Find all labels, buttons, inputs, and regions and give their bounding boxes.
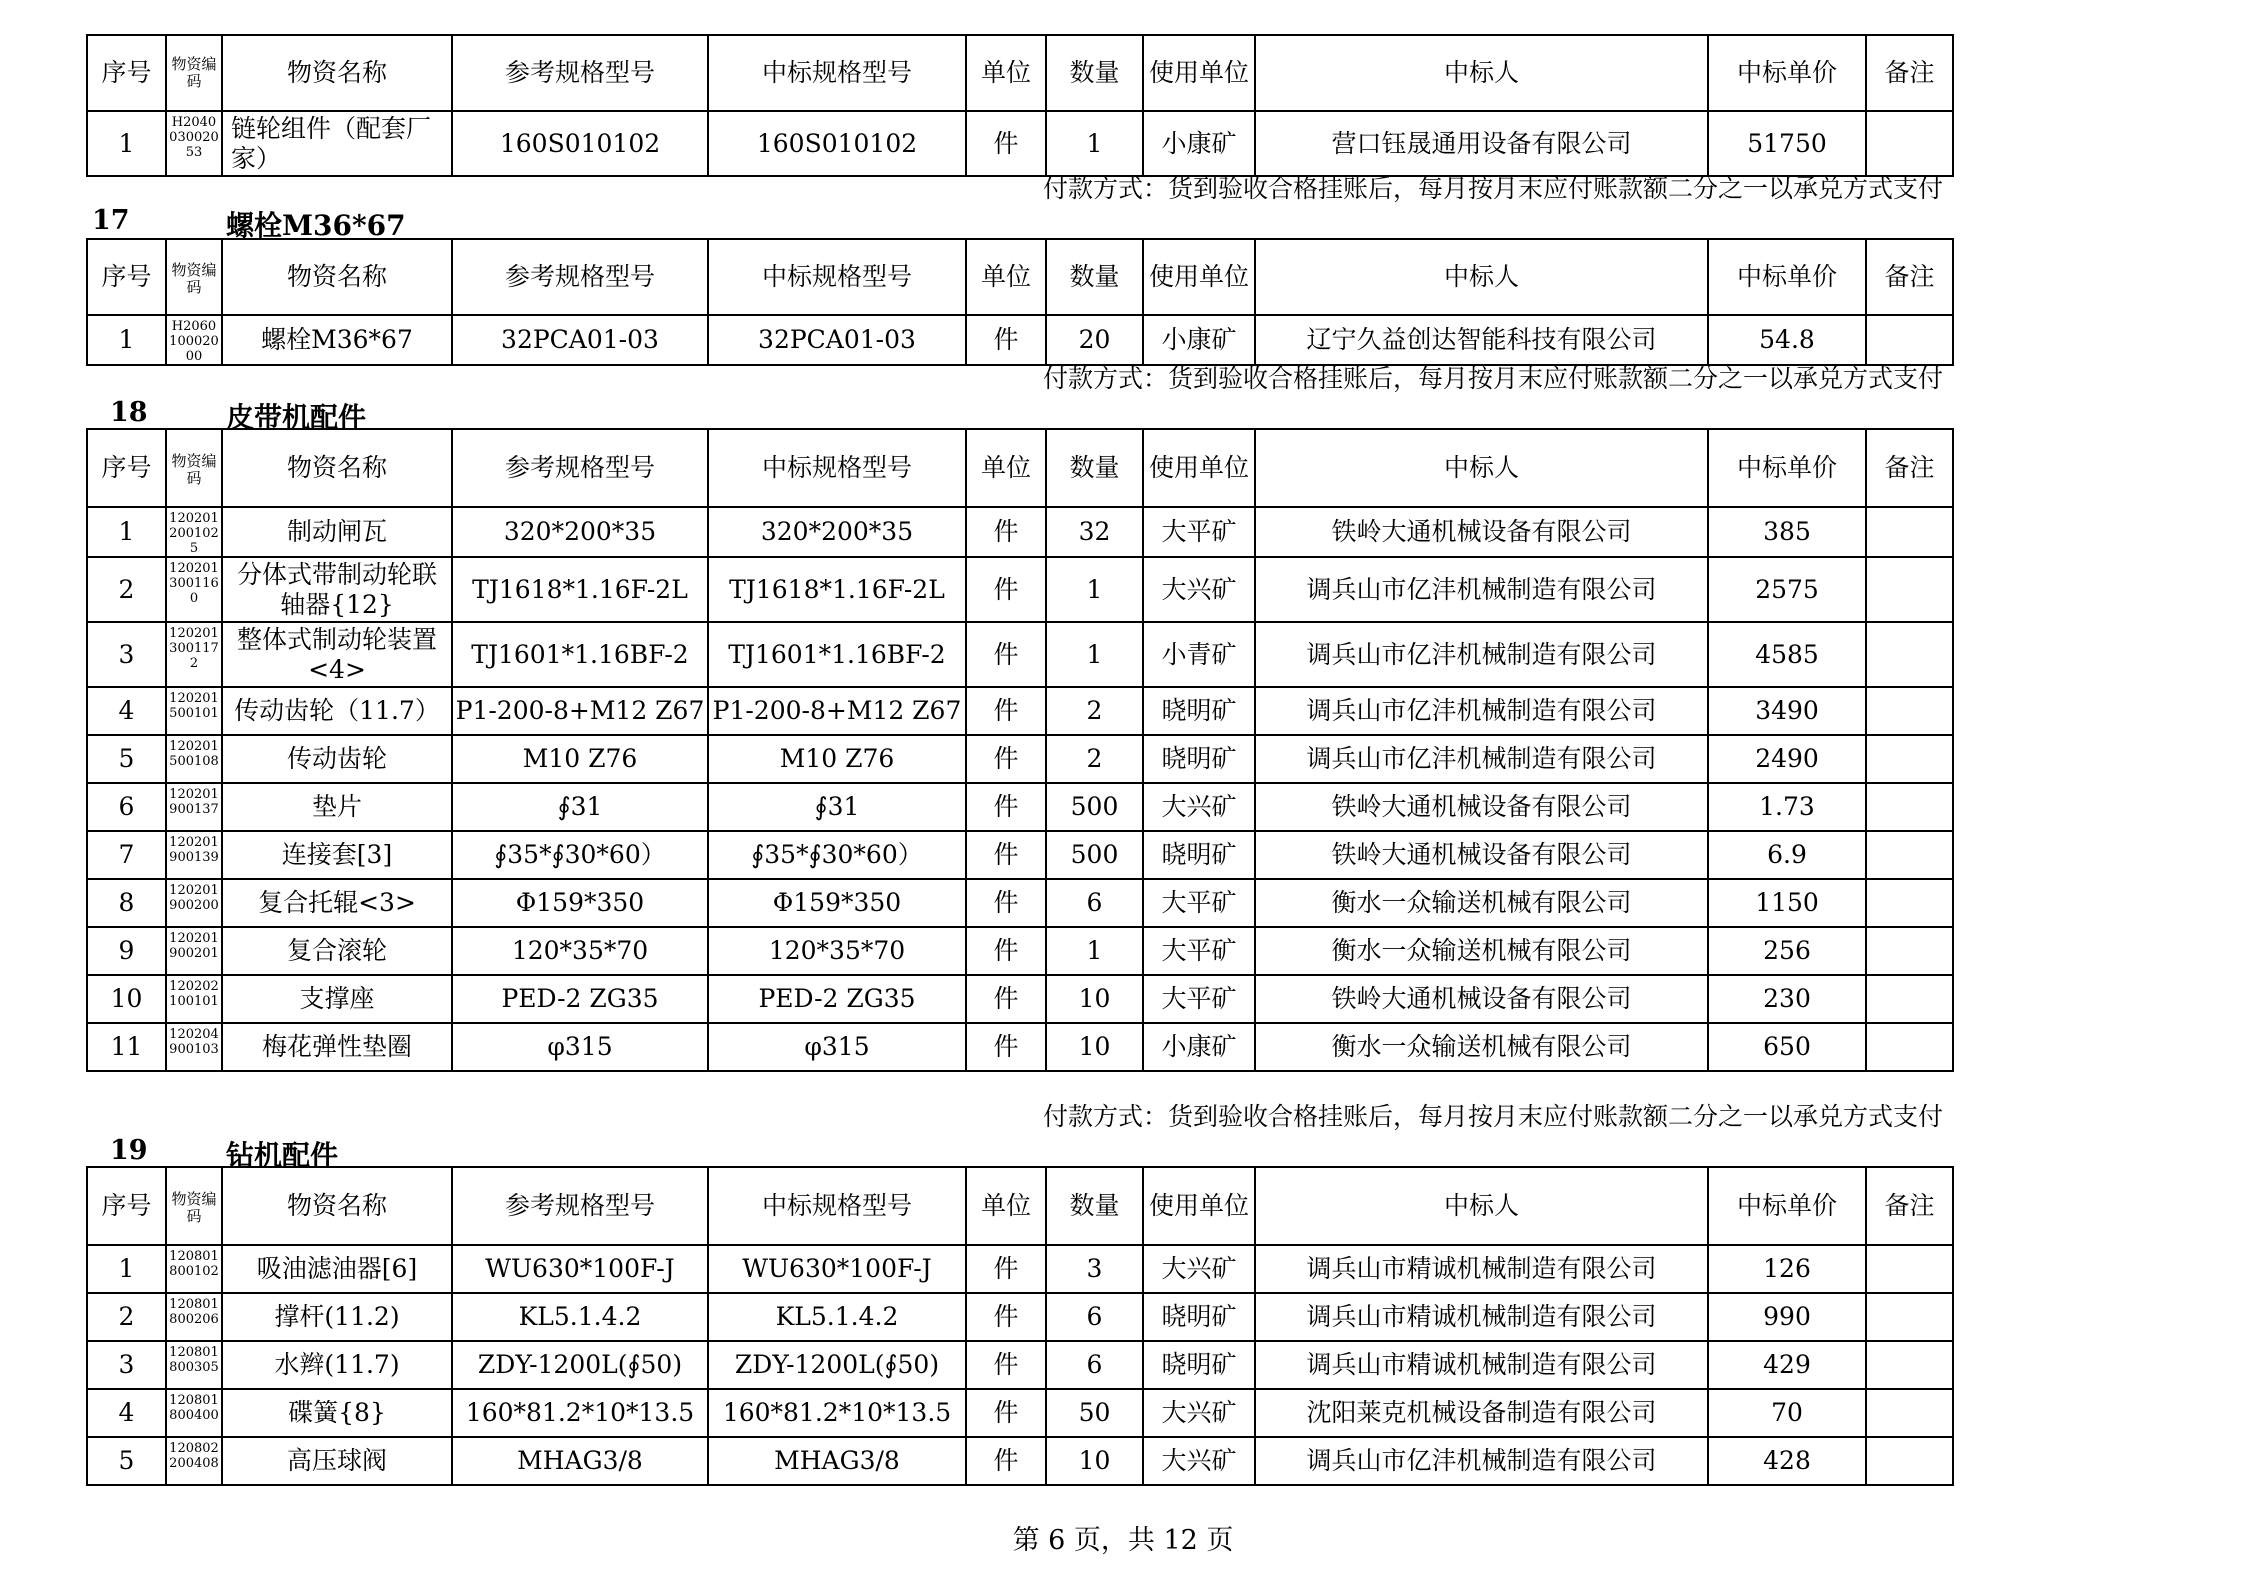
cell-winner: 铁岭大通机械设备有限公司 <box>1255 831 1708 879</box>
cell-seq: 10 <box>87 975 166 1023</box>
cell-note <box>1866 1023 1953 1071</box>
cell-bid-spec: ZDY-1200L(∮50) <box>708 1341 966 1389</box>
cell-name: 复合托辊<3> <box>222 879 452 927</box>
cell-note <box>1866 735 1953 783</box>
cell-name: 梅花弹性垫圈 <box>222 1023 452 1071</box>
cell-name: 分体式带制动轮联轴器{12} <box>222 557 452 622</box>
cell-qty: 10 <box>1046 1023 1143 1071</box>
cell-ref-spec: TJ1618*1.16F-2L <box>452 557 708 622</box>
header-cell-ref-spec: 参考规格型号 <box>452 1167 708 1245</box>
cell-ref-spec: 120*35*70 <box>452 927 708 975</box>
header-cell-code: 物资编码 <box>166 429 222 507</box>
table-row <box>87 315 1953 365</box>
cell-name: 吸油滤油器[6] <box>222 1245 452 1293</box>
cell-seq: 2 <box>87 557 166 622</box>
cell-seq: 5 <box>87 735 166 783</box>
header-cell-user: 使用单位 <box>1143 35 1255 111</box>
header-cell-seq: 序号 <box>87 429 166 507</box>
cell-qty: 2 <box>1046 735 1143 783</box>
cell-ref-spec: 160S010102 <box>452 111 708 176</box>
cell-ref-spec: KL5.1.4.2 <box>452 1293 708 1341</box>
cell-code: 120801800400 <box>166 1389 222 1437</box>
cell-note <box>1866 1341 1953 1389</box>
cell-user: 大平矿 <box>1143 879 1255 927</box>
cell-user: 大平矿 <box>1143 507 1255 557</box>
cell-price: 54.8 <box>1708 315 1866 365</box>
table-row <box>87 687 1953 735</box>
cell-note <box>1866 1437 1953 1485</box>
header-cell-bid-spec: 中标规格型号 <box>708 429 966 507</box>
cell-code: 120201500101 <box>166 687 222 735</box>
cell-seq: 3 <box>87 622 166 687</box>
header-cell-name: 物资名称 <box>222 429 452 507</box>
cell-bid-spec: TJ1618*1.16F-2L <box>708 557 966 622</box>
cell-winner: 调兵山市亿沣机械制造有限公司 <box>1255 735 1708 783</box>
cell-code: 120204900103 <box>166 1023 222 1071</box>
cell-seq: 1 <box>87 111 166 176</box>
cell-name: 碟簧{8} <box>222 1389 452 1437</box>
cell-ref-spec: ∮31 <box>452 783 708 831</box>
cell-code: 1202013001160 <box>166 557 222 622</box>
header-cell-price: 中标单价 <box>1708 1167 1866 1245</box>
header-cell-qty: 数量 <box>1046 429 1143 507</box>
payment-terms: 付款方式：货到验收合格挂账后，每月按月末应付账款额二分之一以承兑方式支付 <box>1043 1102 1944 1131</box>
cell-price: 6.9 <box>1708 831 1866 879</box>
cell-name: 链轮组件（配套厂家） <box>222 111 452 176</box>
cell-user: 晓明矿 <box>1143 687 1255 735</box>
cell-unit: 件 <box>966 1341 1046 1389</box>
cell-winner: 衡水一众输送机械有限公司 <box>1255 927 1708 975</box>
cell-seq: 6 <box>87 783 166 831</box>
table-row <box>87 111 1953 176</box>
header-cell-note: 备注 <box>1866 35 1953 111</box>
header-cell-code: 物资编码 <box>166 239 222 315</box>
cell-price: 51750 <box>1708 111 1866 176</box>
cell-price: 4585 <box>1708 622 1866 687</box>
header-cell-price: 中标单价 <box>1708 429 1866 507</box>
cell-seq: 1 <box>87 1245 166 1293</box>
cell-bid-spec: 120*35*70 <box>708 927 966 975</box>
cell-note <box>1866 315 1953 365</box>
header-cell-qty: 数量 <box>1046 35 1143 111</box>
cell-bid-spec: P1-200-8+M12 Z67 <box>708 687 966 735</box>
cell-unit: 件 <box>966 975 1046 1023</box>
table-row <box>87 622 1953 687</box>
page-footer: 第 6 页，共 12 页 <box>1012 1525 1234 1556</box>
cell-ref-spec: ∮35*∮30*60） <box>452 831 708 879</box>
cell-bid-spec: 160*81.2*10*13.5 <box>708 1389 966 1437</box>
cell-winner: 调兵山市亿沣机械制造有限公司 <box>1255 687 1708 735</box>
header-cell-unit: 单位 <box>966 429 1046 507</box>
cell-user: 大平矿 <box>1143 927 1255 975</box>
cell-unit: 件 <box>966 1437 1046 1485</box>
cell-note <box>1866 1293 1953 1341</box>
section-number: 17 <box>92 205 130 236</box>
cell-price: 256 <box>1708 927 1866 975</box>
table-header-row <box>87 239 1953 315</box>
cell-ref-spec: Φ159*350 <box>452 879 708 927</box>
cell-user: 大兴矿 <box>1143 1437 1255 1485</box>
cell-name: 螺栓M36*67 <box>222 315 452 365</box>
cell-winner: 调兵山市亿沣机械制造有限公司 <box>1255 557 1708 622</box>
header-cell-ref-spec: 参考规格型号 <box>452 239 708 315</box>
cell-qty: 2 <box>1046 687 1143 735</box>
section-number: 19 <box>110 1135 148 1166</box>
header-cell-seq: 序号 <box>87 35 166 111</box>
header-cell-user: 使用单位 <box>1143 239 1255 315</box>
cell-ref-spec: M10 Z76 <box>452 735 708 783</box>
table-row <box>87 1023 1953 1071</box>
cell-winner: 铁岭大通机械设备有限公司 <box>1255 975 1708 1023</box>
cell-user: 小康矿 <box>1143 315 1255 365</box>
header-cell-seq: 序号 <box>87 239 166 315</box>
cell-name: 高压球阀 <box>222 1437 452 1485</box>
cell-user: 小青矿 <box>1143 622 1255 687</box>
header-cell-bid-spec: 中标规格型号 <box>708 1167 966 1245</box>
cell-qty: 6 <box>1046 879 1143 927</box>
cell-ref-spec: TJ1601*1.16BF-2 <box>452 622 708 687</box>
table-row <box>87 1389 1953 1437</box>
cell-ref-spec: 32PCA01-03 <box>452 315 708 365</box>
cell-winner: 调兵山市亿沣机械制造有限公司 <box>1255 622 1708 687</box>
cell-name: 撑杆(11.2) <box>222 1293 452 1341</box>
header-cell-ref-spec: 参考规格型号 <box>452 35 708 111</box>
cell-winner: 营口钰晟通用设备有限公司 <box>1255 111 1708 176</box>
cell-seq: 3 <box>87 1341 166 1389</box>
header-cell-unit: 单位 <box>966 239 1046 315</box>
cell-name: 整体式制动轮装置<4> <box>222 622 452 687</box>
cell-code: H204003002053 <box>166 111 222 176</box>
cell-qty: 500 <box>1046 783 1143 831</box>
cell-price: 3490 <box>1708 687 1866 735</box>
cell-seq: 9 <box>87 927 166 975</box>
header-cell-user: 使用单位 <box>1143 429 1255 507</box>
cell-code: 120201900137 <box>166 783 222 831</box>
header-cell-name: 物资名称 <box>222 239 452 315</box>
header-cell-qty: 数量 <box>1046 239 1143 315</box>
cell-price: 429 <box>1708 1341 1866 1389</box>
header-cell-seq: 序号 <box>87 1167 166 1245</box>
cell-unit: 件 <box>966 557 1046 622</box>
cell-seq: 1 <box>87 507 166 557</box>
cell-code: 120801800305 <box>166 1341 222 1389</box>
cell-code: 120201900139 <box>166 831 222 879</box>
cell-bid-spec: 32PCA01-03 <box>708 315 966 365</box>
cell-note <box>1866 687 1953 735</box>
cell-bid-spec: 320*200*35 <box>708 507 966 557</box>
data-table <box>86 238 1954 366</box>
cell-qty: 1 <box>1046 927 1143 975</box>
cell-seq: 2 <box>87 1293 166 1341</box>
cell-note <box>1866 111 1953 176</box>
cell-seq: 4 <box>87 687 166 735</box>
cell-code: 120202100101 <box>166 975 222 1023</box>
cell-qty: 1 <box>1046 622 1143 687</box>
cell-user: 小康矿 <box>1143 1023 1255 1071</box>
cell-ref-spec: PED-2 ZG35 <box>452 975 708 1023</box>
cell-note <box>1866 507 1953 557</box>
cell-user: 晓明矿 <box>1143 831 1255 879</box>
cell-bid-spec: ∮35*∮30*60） <box>708 831 966 879</box>
cell-qty: 1 <box>1046 111 1143 176</box>
cell-bid-spec: WU630*100F-J <box>708 1245 966 1293</box>
cell-seq: 7 <box>87 831 166 879</box>
section-title: 螺栓M36*67 <box>226 209 406 242</box>
cell-ref-spec: P1-200-8+M12 Z67 <box>452 687 708 735</box>
cell-user: 大平矿 <box>1143 975 1255 1023</box>
cell-price: 428 <box>1708 1437 1866 1485</box>
cell-note <box>1866 622 1953 687</box>
cell-code: 120201500108 <box>166 735 222 783</box>
header-cell-note: 备注 <box>1866 239 1953 315</box>
header-cell-name: 物资名称 <box>222 1167 452 1245</box>
cell-unit: 件 <box>966 1389 1046 1437</box>
cell-ref-spec: 160*81.2*10*13.5 <box>452 1389 708 1437</box>
cell-unit: 件 <box>966 831 1046 879</box>
cell-winner: 衡水一众输送机械有限公司 <box>1255 879 1708 927</box>
cell-unit: 件 <box>966 622 1046 687</box>
header-cell-note: 备注 <box>1866 1167 1953 1245</box>
header-cell-unit: 单位 <box>966 1167 1046 1245</box>
data-table <box>86 1166 1954 1486</box>
cell-name: 支撑座 <box>222 975 452 1023</box>
cell-seq: 1 <box>87 315 166 365</box>
cell-note <box>1866 557 1953 622</box>
data-table <box>86 428 1954 1072</box>
cell-qty: 50 <box>1046 1389 1143 1437</box>
header-cell-name: 物资名称 <box>222 35 452 111</box>
cell-code: 120802200408 <box>166 1437 222 1485</box>
header-cell-winner: 中标人 <box>1255 1167 1708 1245</box>
cell-note <box>1866 1389 1953 1437</box>
cell-ref-spec: MHAG3/8 <box>452 1437 708 1485</box>
cell-note <box>1866 783 1953 831</box>
cell-bid-spec: M10 Z76 <box>708 735 966 783</box>
cell-unit: 件 <box>966 783 1046 831</box>
cell-unit: 件 <box>966 879 1046 927</box>
cell-seq: 8 <box>87 879 166 927</box>
cell-unit: 件 <box>966 1245 1046 1293</box>
cell-code: 120801800206 <box>166 1293 222 1341</box>
cell-qty: 3 <box>1046 1245 1143 1293</box>
payment-terms: 付款方式：货到验收合格挂账后，每月按月末应付账款额二分之一以承兑方式支付 <box>1043 174 1944 203</box>
cell-ref-spec: WU630*100F-J <box>452 1245 708 1293</box>
cell-qty: 10 <box>1046 975 1143 1023</box>
cell-winner: 铁岭大通机械设备有限公司 <box>1255 507 1708 557</box>
cell-bid-spec: φ315 <box>708 1023 966 1071</box>
cell-bid-spec: KL5.1.4.2 <box>708 1293 966 1341</box>
cell-name: 制动闸瓦 <box>222 507 452 557</box>
section-title: 钻机配件 <box>226 1139 339 1172</box>
table-row <box>87 507 1953 557</box>
cell-user: 晓明矿 <box>1143 1293 1255 1341</box>
cell-price: 126 <box>1708 1245 1866 1293</box>
cell-price: 70 <box>1708 1389 1866 1437</box>
cell-user: 大兴矿 <box>1143 557 1255 622</box>
cell-note <box>1866 975 1953 1023</box>
header-cell-user: 使用单位 <box>1143 1167 1255 1245</box>
header-cell-price: 中标单价 <box>1708 35 1866 111</box>
cell-winner: 铁岭大通机械设备有限公司 <box>1255 783 1708 831</box>
cell-price: 990 <box>1708 1293 1866 1341</box>
header-cell-unit: 单位 <box>966 35 1046 111</box>
cell-code: H206010002000 <box>166 315 222 365</box>
cell-bid-spec: TJ1601*1.16BF-2 <box>708 622 966 687</box>
cell-price: 230 <box>1708 975 1866 1023</box>
cell-ref-spec: φ315 <box>452 1023 708 1071</box>
cell-user: 大兴矿 <box>1143 1245 1255 1293</box>
cell-winner: 衡水一众输送机械有限公司 <box>1255 1023 1708 1071</box>
cell-bid-spec: MHAG3/8 <box>708 1437 966 1485</box>
cell-winner: 调兵山市精诚机械制造有限公司 <box>1255 1293 1708 1341</box>
cell-winner: 调兵山市精诚机械制造有限公司 <box>1255 1341 1708 1389</box>
cell-bid-spec: Φ159*350 <box>708 879 966 927</box>
header-cell-ref-spec: 参考规格型号 <box>452 429 708 507</box>
cell-ref-spec: 320*200*35 <box>452 507 708 557</box>
cell-winner: 调兵山市精诚机械制造有限公司 <box>1255 1245 1708 1293</box>
cell-qty: 32 <box>1046 507 1143 557</box>
cell-seq: 11 <box>87 1023 166 1071</box>
cell-name: 传动齿轮（11.7） <box>222 687 452 735</box>
header-cell-winner: 中标人 <box>1255 429 1708 507</box>
header-cell-bid-spec: 中标规格型号 <box>708 35 966 111</box>
table-header-row <box>87 429 1953 507</box>
cell-name: 传动齿轮 <box>222 735 452 783</box>
cell-winner: 沈阳莱克机械设备制造有限公司 <box>1255 1389 1708 1437</box>
cell-name: 复合滚轮 <box>222 927 452 975</box>
cell-price: 650 <box>1708 1023 1866 1071</box>
table-header-row-partial <box>87 35 1953 111</box>
cell-winner: 辽宁久益创达智能科技有限公司 <box>1255 315 1708 365</box>
cell-unit: 件 <box>966 507 1046 557</box>
cell-unit: 件 <box>966 1023 1046 1071</box>
cell-unit: 件 <box>966 111 1046 176</box>
table-row <box>87 735 1953 783</box>
cell-qty: 6 <box>1046 1293 1143 1341</box>
header-cell-bid-spec: 中标规格型号 <box>708 239 966 315</box>
table-row <box>87 557 1953 622</box>
cell-price: 385 <box>1708 507 1866 557</box>
table-row <box>87 1341 1953 1389</box>
cell-price: 1150 <box>1708 879 1866 927</box>
cell-unit: 件 <box>966 1293 1046 1341</box>
table-row <box>87 1437 1953 1485</box>
cell-code: 1202013001172 <box>166 622 222 687</box>
cell-name: 连接套[3] <box>222 831 452 879</box>
header-cell-winner: 中标人 <box>1255 239 1708 315</box>
cell-unit: 件 <box>966 927 1046 975</box>
cell-ref-spec: ZDY-1200L(∮50) <box>452 1341 708 1389</box>
section-title: 皮带机配件 <box>226 401 367 434</box>
cell-bid-spec: PED-2 ZG35 <box>708 975 966 1023</box>
cell-qty: 10 <box>1046 1437 1143 1485</box>
cell-seq: 4 <box>87 1389 166 1437</box>
table-row <box>87 831 1953 879</box>
cell-name: 水辫(11.7) <box>222 1341 452 1389</box>
table-row <box>87 1293 1953 1341</box>
cell-code: 1202012001025 <box>166 507 222 557</box>
cell-bid-spec: ∮31 <box>708 783 966 831</box>
header-cell-price: 中标单价 <box>1708 239 1866 315</box>
payment-terms: 付款方式：货到验收合格挂账后，每月按月末应付账款额二分之一以承兑方式支付 <box>1043 364 1944 393</box>
header-cell-code: 物资编码 <box>166 35 222 111</box>
cell-note <box>1866 1245 1953 1293</box>
header-cell-note: 备注 <box>1866 429 1953 507</box>
cell-note <box>1866 879 1953 927</box>
cell-note <box>1866 831 1953 879</box>
cell-price: 1.73 <box>1708 783 1866 831</box>
cell-user: 晓明矿 <box>1143 735 1255 783</box>
cell-code: 120201900200 <box>166 879 222 927</box>
cell-user: 大兴矿 <box>1143 783 1255 831</box>
table-header-row <box>87 1167 1953 1245</box>
cell-qty: 500 <box>1046 831 1143 879</box>
section-number: 18 <box>110 397 148 428</box>
cell-unit: 件 <box>966 315 1046 365</box>
table-row <box>87 1245 1953 1293</box>
header-cell-qty: 数量 <box>1046 1167 1143 1245</box>
cell-qty: 20 <box>1046 315 1143 365</box>
cell-bid-spec: 160S010102 <box>708 111 966 176</box>
cell-unit: 件 <box>966 687 1046 735</box>
cell-qty: 1 <box>1046 557 1143 622</box>
cell-seq: 5 <box>87 1437 166 1485</box>
cell-winner: 调兵山市亿沣机械制造有限公司 <box>1255 1437 1708 1485</box>
header-cell-winner: 中标人 <box>1255 35 1708 111</box>
cell-user: 晓明矿 <box>1143 1341 1255 1389</box>
cell-price: 2575 <box>1708 557 1866 622</box>
cell-user: 小康矿 <box>1143 111 1255 176</box>
cell-code: 120801800102 <box>166 1245 222 1293</box>
cell-unit: 件 <box>966 735 1046 783</box>
cell-note <box>1866 927 1953 975</box>
table-row <box>87 975 1953 1023</box>
table-row <box>87 927 1953 975</box>
cell-price: 2490 <box>1708 735 1866 783</box>
continued-table <box>86 34 1954 177</box>
cell-user: 大兴矿 <box>1143 1389 1255 1437</box>
cell-name: 垫片 <box>222 783 452 831</box>
cell-qty: 6 <box>1046 1341 1143 1389</box>
cell-code: 120201900201 <box>166 927 222 975</box>
header-cell-code: 物资编码 <box>166 1167 222 1245</box>
table-row <box>87 879 1953 927</box>
table-row <box>87 783 1953 831</box>
